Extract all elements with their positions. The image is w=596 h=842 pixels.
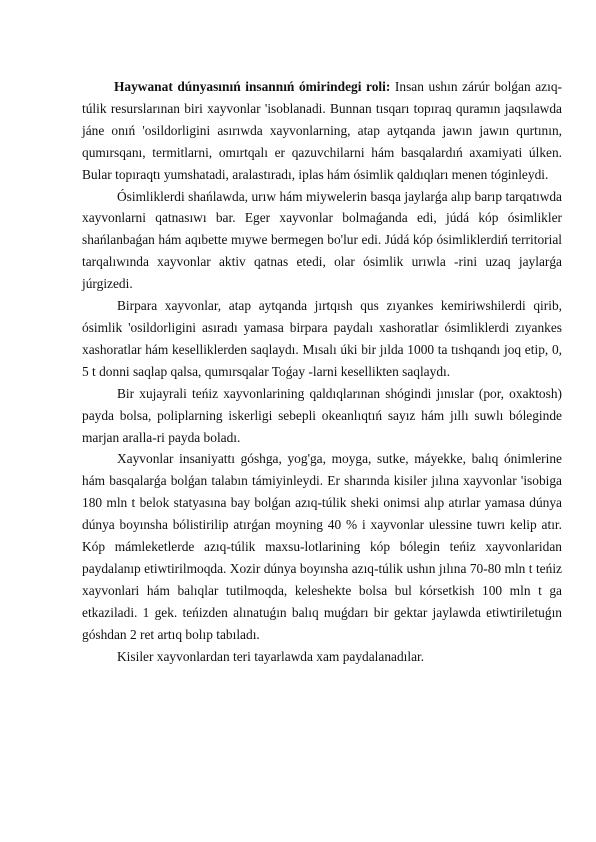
- paragraph-text: Insan ushın zárúr bolǵan azıq-túlik resurslarınan biri xayvonlar 'isoblanadi. Bunnan tısqarı topıraq quramın jaqsılawda jáne onıń 'osildorligini asırıwda xayvonlarning, atap aytqanda jawın jawın qurtının, qumırsqanı, termitlarni, omırtqalı er qazuvchilarni hám basqalardıń axamiyati úlken. Bular topıraqtı yumshatadi, aralastıradı, iplas hám ósimlik qaldıqları menen tóginleydi.: [82, 79, 562, 182]
- paragraph-leather: Kisiler xayvonlardan teri tayarlawda xam paydalanadılar.: [117, 648, 425, 664]
- paragraph-food-products: Xayvonlar insaniyattı góshga, yog'ga, moyga, sutke, máyekke, balıq ónimlerine hám basqalarǵa bolǵan talabın támiyinleydi. Er sharında kisiler jılına xayvonlar 'isobiga 180 mln t belok statyasına bay bolǵan azıq-túlik sheki onimsi alıp atırlar yamasa dúnya dúnya boyınsha bólistirilip atırǵan moyning 40 % i xayvonlar ulessine tuwrı kelip atır. Kóp mámleketlerde azıq-túlik maxsu-lotlarining kóp bólegin teńiz xayvonlaridan paydalanıp etiwtirilmoqda. Xozir dúnya boyınsha azıq-túlik ushın jılına 70-80 mln t teńiz xayvonlari hám balıqlar tutilmoqda, keleshekte bolsa bul kórsetkish 100 mln t ga etkaziladi. 1 gek. teńizden alınatuǵın balıq muǵdarı bir gektar jaylawda etiwtiriletuǵın góshdan 2 ret artıq bolıp tabıladı.: [82, 451, 562, 642]
- paragraph-pollination: Ósimliklerdi shańlawda, urıw hám miywelerin basqa jaylarǵa alıp barıp tarqatıwda xayvonlarni qatnasıwı bar. Eger xayvonlar bolmaǵanda edi, júdá kóp ósimlikler shańlanbaǵan hám aqıbette mıywe bermegen bo'lur edi. Júdá kóp ósimliklerdiń territorial tarqalıwında xayvonlar aktiv qatnas etedi, olar ósimlik urıwla -rini uzaq jaylarǵa júrgizedi.: [82, 188, 562, 292]
- paragraph-sediment-rocks: Bir xujayrali teńiz xayvonlarining qaldıqlarınan shógindi jınıslar (por, oxaktosh) payda bolsa, poliplarning iskerligi sebepli okeanlıqtıń sayız hám jıllı suwlı bóleginde marjan aralla-ri payda boladı.: [82, 385, 562, 445]
- section-heading: Haywanat dúnyasınıń insannıń ómirindegi roli:: [114, 79, 391, 94]
- document-page: [82, 76, 562, 667]
- paragraph-role-of-animals: [82, 76, 562, 186]
- paragraph-pest-control: Birpara xayvonlar, atap aytqanda jırtqısh qus zıyankes kemiriwshilerdi qirib, ósimlik 'osildorligini asıradı yamasa birpara paydalı xashoratlar ósimliklerdi zıyankes xashoratlar hám keselliklerden saqlaydı. Mısalı úki bir jılda 1000 ta tıshqandı joq etip, 0, 5 t donni saqlap qalsa, qumırsqalar Toǵay -larni kesellikten saqlaydı.: [82, 298, 562, 379]
